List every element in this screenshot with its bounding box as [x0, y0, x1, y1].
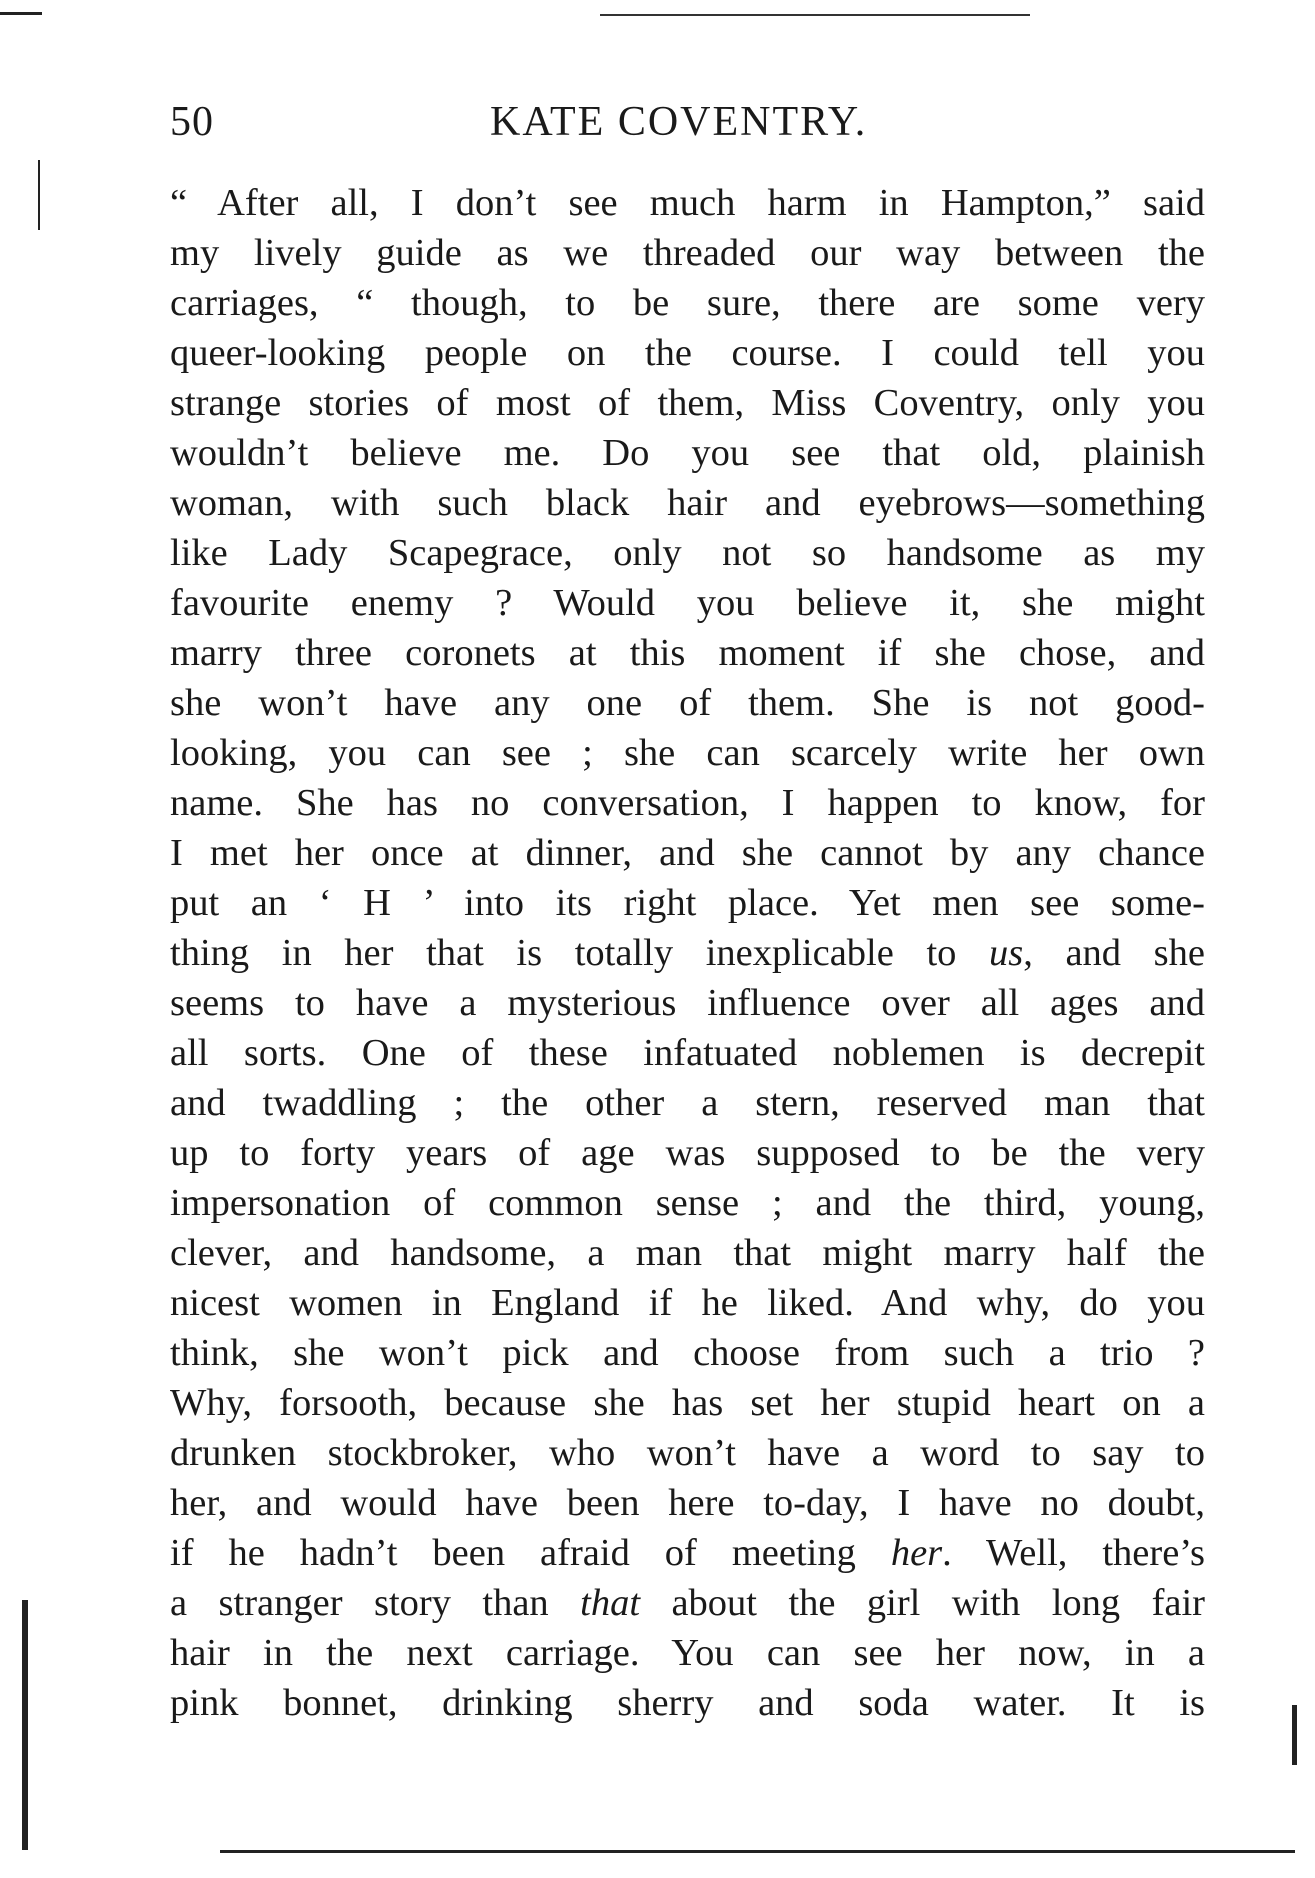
italic-word: us: [989, 932, 1024, 974]
text-line: put an ‘ H ’ into its right place. Yet men see some-: [170, 882, 1205, 924]
text-line: wouldn’t believe me. Do you see that old, plainish: [170, 432, 1205, 474]
text-line: and twaddling ; the other a stern, reserved man that: [170, 1082, 1205, 1124]
italic-word: that: [580, 1582, 641, 1624]
text-line: woman, with such black hair and eyebrows—something: [170, 482, 1205, 524]
bottom-rule: [220, 1850, 1295, 1853]
text-line: my lively guide as we threaded our way between the: [170, 232, 1205, 274]
text-line: she won’t have any one of them. She is not good-: [170, 682, 1205, 724]
text-line: looking, you can see ; she can scarcely write her own: [170, 732, 1205, 774]
text-line: her, and would have been here to-day, I have no doubt,: [170, 1482, 1205, 1524]
running-head: [170, 98, 1205, 158]
page-number: 50: [170, 99, 214, 145]
text-line: marry three coronets at this moment if she chose, and: [170, 632, 1205, 674]
italic-word: her: [890, 1532, 943, 1574]
text-line: think, she won’t pick and choose from such a trio ?: [170, 1332, 1205, 1374]
text-line: up to forty years of age was supposed to be the very: [170, 1132, 1205, 1174]
body-text: [170, 178, 1205, 1728]
text-line: strange stories of most of them, Miss Coventry, only you: [170, 382, 1205, 424]
scan-edge-mark-top-left: [0, 12, 42, 15]
text-line: carriages, “ though, to be sure, there are some very: [170, 282, 1205, 324]
text-line: a stranger story than that about the girl with long fair: [170, 1582, 1205, 1624]
text-line: like Lady Scapegrace, only not so handsome as my: [170, 532, 1205, 574]
text-line: “ After all, I don’t see much harm in Hampton,” said: [170, 182, 1205, 224]
text-line: pink bonnet, drinking sherry and soda water. It is: [170, 1682, 1205, 1724]
text-line: name. She has no conversation, I happen to know, for: [170, 782, 1205, 824]
text-line: all sorts. One of these infatuated noblemen is decrepit: [170, 1032, 1205, 1074]
text-line: I met her once at dinner, and she cannot by any chance: [170, 832, 1205, 874]
text-line: Why, forsooth, because she has set her stupid heart on a: [170, 1382, 1205, 1424]
text-line: impersonation of common sense ; and the third, young,: [170, 1182, 1205, 1224]
scan-edge-mark-left: [38, 160, 40, 230]
text-line: if he hadn’t been afraid of meeting her. Well, there’s: [170, 1532, 1205, 1574]
text-line: queer-looking people on the course. I could tell you: [170, 332, 1205, 374]
text-line: thing in her that is totally inexplicable to us, and she: [170, 932, 1205, 974]
top-rule: [600, 14, 1030, 16]
text-line: seems to have a mysterious influence over all ages and: [170, 982, 1205, 1024]
text-line: drunken stockbroker, who won’t have a word to say to: [170, 1432, 1205, 1474]
running-title: KATE COVENTRY.: [490, 99, 868, 145]
scan-edge-mark-bottom-left: [22, 1600, 28, 1850]
text-line: clever, and handsome, a man that might marry half the: [170, 1232, 1205, 1274]
text-line: favourite enemy ? Would you believe it, she might: [170, 582, 1205, 624]
text-line: nicest women in England if he liked. And why, do you: [170, 1282, 1205, 1324]
scan-edge-mark-bottom-right: [1292, 1705, 1297, 1765]
text-line: hair in the next carriage. You can see her now, in a: [170, 1632, 1205, 1674]
